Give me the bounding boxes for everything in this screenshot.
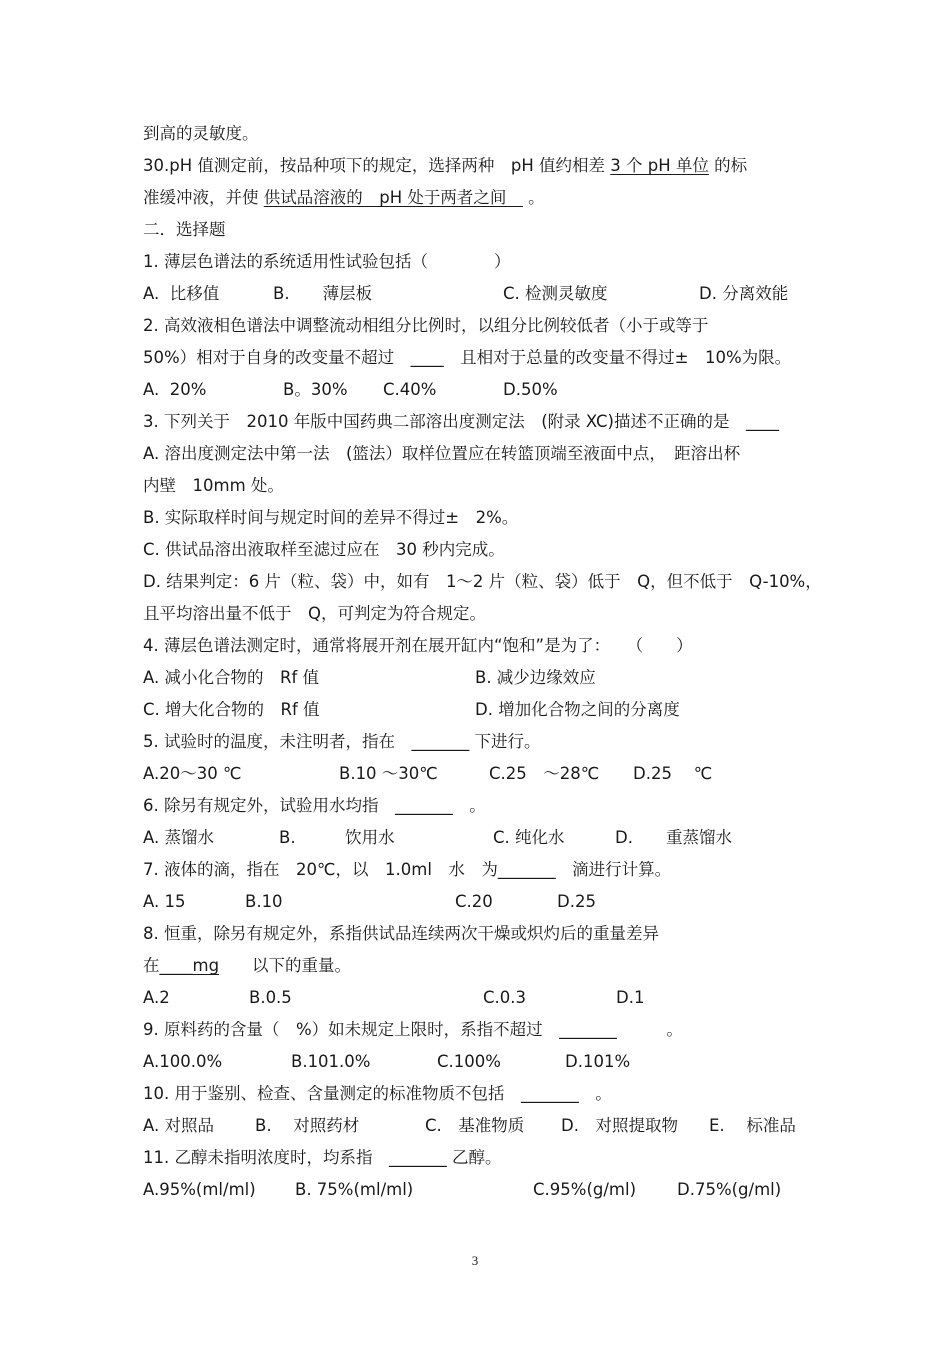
section-heading	[143, 214, 813, 246]
option-a: A. 减小化合物的 Rf 值	[143, 668, 320, 687]
question-7	[143, 854, 813, 886]
option-d: D.1	[616, 988, 645, 1007]
option-a: A. 20%	[143, 380, 207, 399]
question-30	[143, 150, 813, 182]
question-3	[143, 406, 813, 438]
text: 11. 乙醇未指明浓度时，均系指 _______ 乙醇。	[143, 1148, 502, 1167]
option-a: A.100.0%	[143, 1052, 223, 1071]
option-a: A. 15	[143, 892, 186, 911]
text: D. 结果判定：6 片（粒、袋）中，如有 1～2 片（粒、袋）低于 Q，但不低于 Q-10%，	[143, 572, 822, 591]
option-d: D.25	[557, 892, 596, 911]
options-q1	[143, 278, 813, 310]
page-content	[143, 118, 822, 1206]
question-10	[143, 1078, 813, 1110]
blank-underlined: ____mg	[159, 956, 220, 975]
option-d: D. 重蒸馏水	[615, 828, 732, 847]
text: 6. 除另有规定外，试验用水均指 _______ 。	[143, 796, 486, 815]
answer-underlined: 供试品溶液的 pH 处于两者之间	[263, 188, 523, 207]
option-c: C.20	[455, 892, 493, 911]
option-c: C.40%	[383, 380, 437, 399]
text: 7. 液体的滴，指在 20℃，以 1.0ml 水 为_______ 滴进行计算。	[143, 860, 672, 879]
option-c: C.25 ～28℃	[489, 764, 600, 783]
option-a: A.95%(ml/ml)	[143, 1180, 256, 1199]
option-b: B.101.0%	[291, 1052, 371, 1071]
options-q9	[143, 1046, 813, 1078]
text: 8. 恒重，除另有规定外，系指供试品连续两次干燥或炽灼后的重量差异	[143, 924, 659, 943]
option-c: C. 检测灵敏度	[503, 284, 608, 303]
text: 1. 薄层色谱法的系统适用性试验包括（ ）	[143, 252, 511, 271]
text: 4. 薄层色谱法测定时，通常将展开剂在展开缸内“饱和”是为了： （ ）	[143, 636, 693, 655]
option-d: D.75%(g/ml)	[677, 1180, 782, 1199]
option-d: D. 分离效能	[699, 284, 789, 303]
option-c: C. 增大化合物的 Rf 值	[143, 700, 320, 719]
options-q10	[143, 1110, 813, 1142]
options-q4-row2	[143, 694, 813, 726]
text: B. 实际取样时间与规定时间的差异不得过± 2%。	[143, 508, 519, 527]
option-e: E. 标准品	[709, 1116, 796, 1135]
text: 在	[143, 956, 160, 975]
question-4	[143, 630, 813, 662]
option-a: A. 对照品	[143, 1116, 214, 1135]
options-q7	[143, 886, 813, 918]
question-9	[143, 1014, 813, 1046]
text: 内壁 10mm 处。	[143, 476, 284, 495]
option-d: D. 增加化合物之间的分离度	[475, 700, 680, 719]
option-d: D. 对照提取物	[561, 1116, 678, 1135]
option-b: B. 饮用水	[279, 828, 395, 847]
option-c: C.0.3	[483, 988, 527, 1007]
question-2	[143, 310, 813, 342]
question-3-option-d-cont	[143, 598, 813, 630]
options-q4-row1	[143, 662, 813, 694]
text: 的标	[708, 156, 748, 175]
text: 30.pH 值测定前，按品种项下的规定，选择两种 pH 值约相差	[143, 156, 611, 175]
option-b: B. 对照药材	[255, 1116, 360, 1135]
question-3-option-a-cont	[143, 470, 813, 502]
options-q8	[143, 982, 813, 1014]
option-b: B. 减少边缘效应	[475, 668, 596, 687]
options-q5	[143, 758, 813, 790]
option-c: C. 纯化水	[493, 828, 565, 847]
option-c: C.100%	[437, 1052, 501, 1071]
text: 2. 高效液相色谱法中调整流动相组分比例时，以组分比例较低者（小于或等于	[143, 316, 709, 335]
page-number: 3	[471, 1253, 479, 1268]
question-5	[143, 726, 813, 758]
answer-underlined: 3 个 pH 单位	[610, 156, 709, 175]
text: 以下的重量。	[219, 956, 352, 975]
option-a: A. 比移值	[143, 284, 220, 303]
question-1	[143, 246, 813, 278]
option-a: A.20～30 ℃	[143, 764, 242, 783]
question-11	[143, 1142, 813, 1174]
option-d: D.50%	[503, 380, 558, 399]
option-b: B.10	[245, 892, 283, 911]
question-3-option-d	[143, 566, 822, 598]
question-30-cont	[143, 182, 813, 214]
text-line	[143, 118, 813, 150]
text: 准缓冲液，并使	[143, 188, 264, 207]
options-q2	[143, 374, 813, 406]
text: 9. 原料药的含量（ %）如未规定上限时，系指不超过 _______ 。	[143, 1020, 683, 1039]
text: 5. 试验时的温度，未注明者，指在 _______ 下进行。	[143, 732, 541, 751]
option-b: B。30%	[283, 380, 348, 399]
option-b: B. 75%(ml/ml)	[295, 1180, 414, 1199]
text: 。	[522, 188, 545, 207]
option-b: B.10 ～30℃	[339, 764, 438, 783]
option-a: A. 蒸馏水	[143, 828, 214, 847]
option-d: D.101%	[565, 1052, 631, 1071]
text: 10. 用于鉴别、检查、含量测定的标准物质不包括 _______ 。	[143, 1084, 612, 1103]
question-2-cont	[143, 342, 813, 374]
question-3-option-b	[143, 502, 813, 534]
question-3-option-c	[143, 534, 813, 566]
text: 二．选择题	[143, 220, 226, 239]
options-q11	[143, 1174, 813, 1206]
option-a: A.2	[143, 988, 170, 1007]
option-d: D.25 ℃	[633, 764, 713, 783]
question-8	[143, 918, 813, 950]
option-c: C.95%(g/ml)	[533, 1180, 637, 1199]
options-q6	[143, 822, 813, 854]
option-c: C. 基准物质	[425, 1116, 525, 1135]
question-8-cont	[143, 950, 813, 982]
text: 且平均溶出量不低于 Q，可判定为符合规定。	[143, 604, 486, 623]
question-6	[143, 790, 813, 822]
text: 到高的灵敏度。	[143, 124, 259, 143]
text: 3. 下列关于 2010 年版中国药典二部溶出度测定法 (附录 XC)描述不正确的是 ____	[143, 412, 779, 431]
question-3-option-a	[143, 438, 813, 470]
text: 50%）相对于自身的改变量不超过 ____ 且相对于总量的改变量不得过± 10%为限。	[143, 348, 792, 367]
option-b: B. 薄层板	[273, 284, 373, 303]
text: C. 供试品溶出液取样至滤过应在 30 秒内完成。	[143, 540, 505, 559]
text: A. 溶出度测定法中第一法 (篮法）取样位置应在转篮顶端至液面中点， 距溶出杯	[143, 444, 741, 463]
option-b: B.0.5	[249, 988, 292, 1007]
